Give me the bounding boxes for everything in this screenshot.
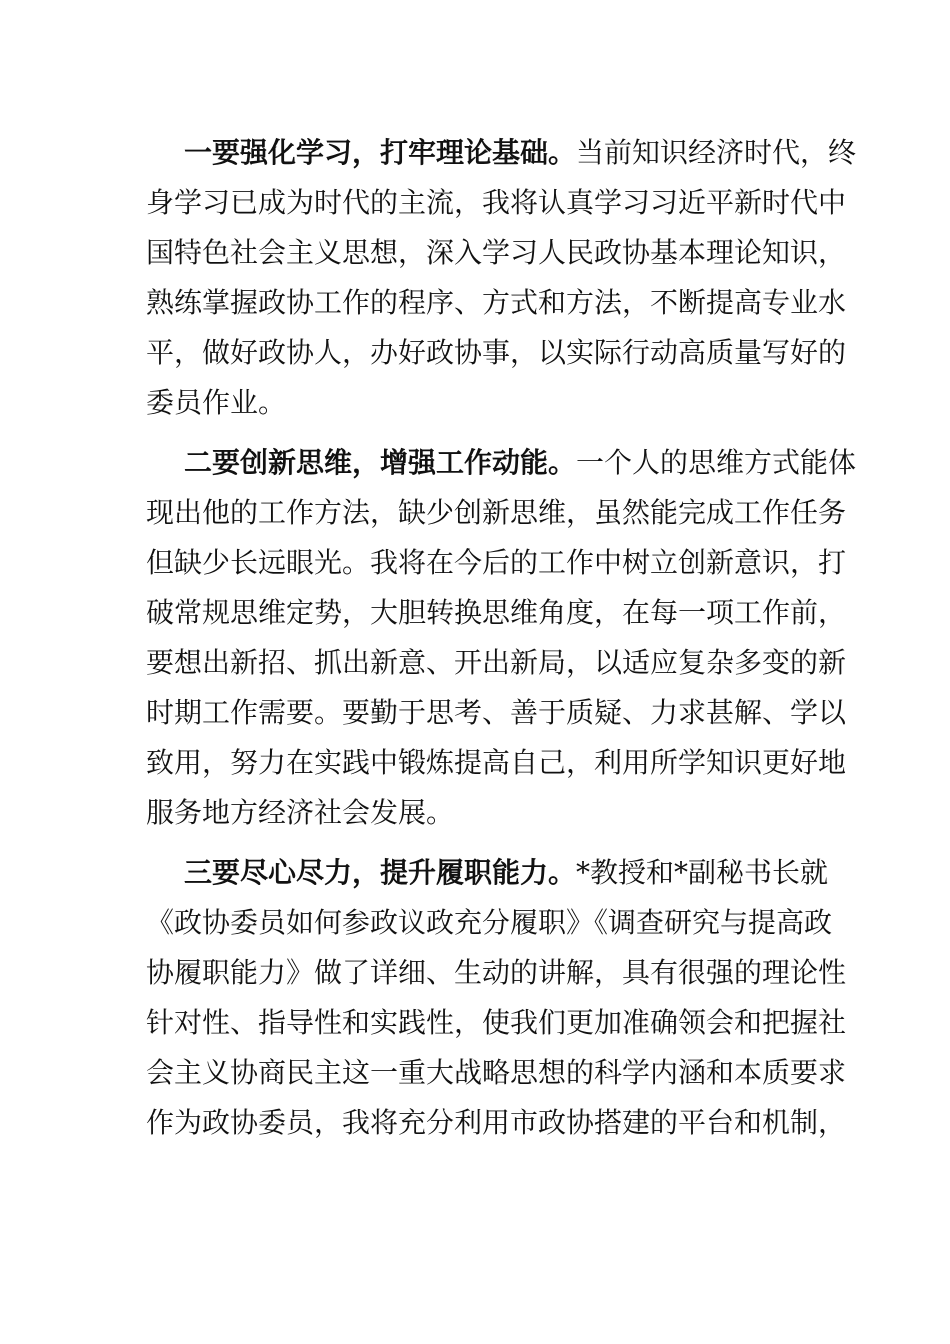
paragraph-2-line-5: 要想出新招、抓出新意、开出新局，以适应复杂多变的新 bbox=[146, 646, 847, 679]
paragraph-3-line-4: 针对性、指导性和实践性，使我们更加准确领会和把握社 bbox=[146, 1006, 847, 1039]
paragraph-3-line-5: 会主义协商民主这一重大战略思想的科学内涵和本质要求 bbox=[146, 1056, 847, 1089]
paragraph-3-line-2: 《政协委员如何参政议政充分履职》《调查研究与提高政 bbox=[146, 906, 833, 939]
paragraph-1-line-4: 熟练掌握政协工作的程序、方式和方法，不断提高专业水 bbox=[146, 286, 847, 319]
paragraph-3-heading: 三要尽心尽力，提升履职能力。 bbox=[184, 856, 577, 889]
paragraph-1-line-1 bbox=[184, 133, 857, 173]
paragraph-2-line-6: 时期工作需要。要勤于思考、善于质疑、力求甚解、学以 bbox=[146, 696, 847, 729]
paragraph-2-line-1 bbox=[184, 443, 857, 483]
paragraph-2-line-3: 但缺少长远眼光。我将在今后的工作中树立创新意识，打 bbox=[146, 546, 847, 579]
paragraph-1-line-6: 委员作业。 bbox=[146, 386, 287, 419]
paragraph-1-line-3: 国特色社会主义思想，深入学习人民政协基本理论知识， bbox=[146, 236, 847, 269]
paragraph-3-line-6: 作为政协委员，我将充分利用市政协搭建的平台和机制， bbox=[146, 1106, 847, 1139]
paragraph-3-line-3: 协履职能力》做了详细、生动的讲解，具有很强的理论性 bbox=[146, 956, 847, 989]
paragraph-2-line-2: 现出他的工作方法，缺少创新思维，虽然能完成工作任务 bbox=[146, 496, 847, 529]
paragraph-3-text: *教授和*副秘书长就 bbox=[576, 856, 829, 889]
paragraph-2-line-7: 致用，努力在实践中锻炼提高自己，利用所学知识更好地 bbox=[146, 746, 847, 779]
paragraph-2-line-4: 破常规思维定势，大胆转换思维角度，在每一项工作前， bbox=[146, 596, 847, 629]
paragraph-1-heading: 一要强化学习，打牢理论基础。 bbox=[184, 136, 577, 169]
paragraph-2-text: 一个人的思维方式能体 bbox=[576, 446, 857, 479]
paragraph-1-line-5: 平，做好政协人，办好政协事，以实际行动高质量写好的 bbox=[146, 336, 847, 369]
paragraph-3-line-1 bbox=[184, 853, 829, 893]
paragraph-2-line-8: 服务地方经济社会发展。 bbox=[146, 796, 455, 829]
paragraph-1-line-2: 身学习已成为时代的主流，我将认真学习习近平新时代中 bbox=[146, 186, 847, 219]
paragraph-1-text: 当前知识经济时代，终 bbox=[576, 136, 857, 169]
paragraph-2-heading: 二要创新思维，增强工作动能。 bbox=[184, 446, 577, 479]
